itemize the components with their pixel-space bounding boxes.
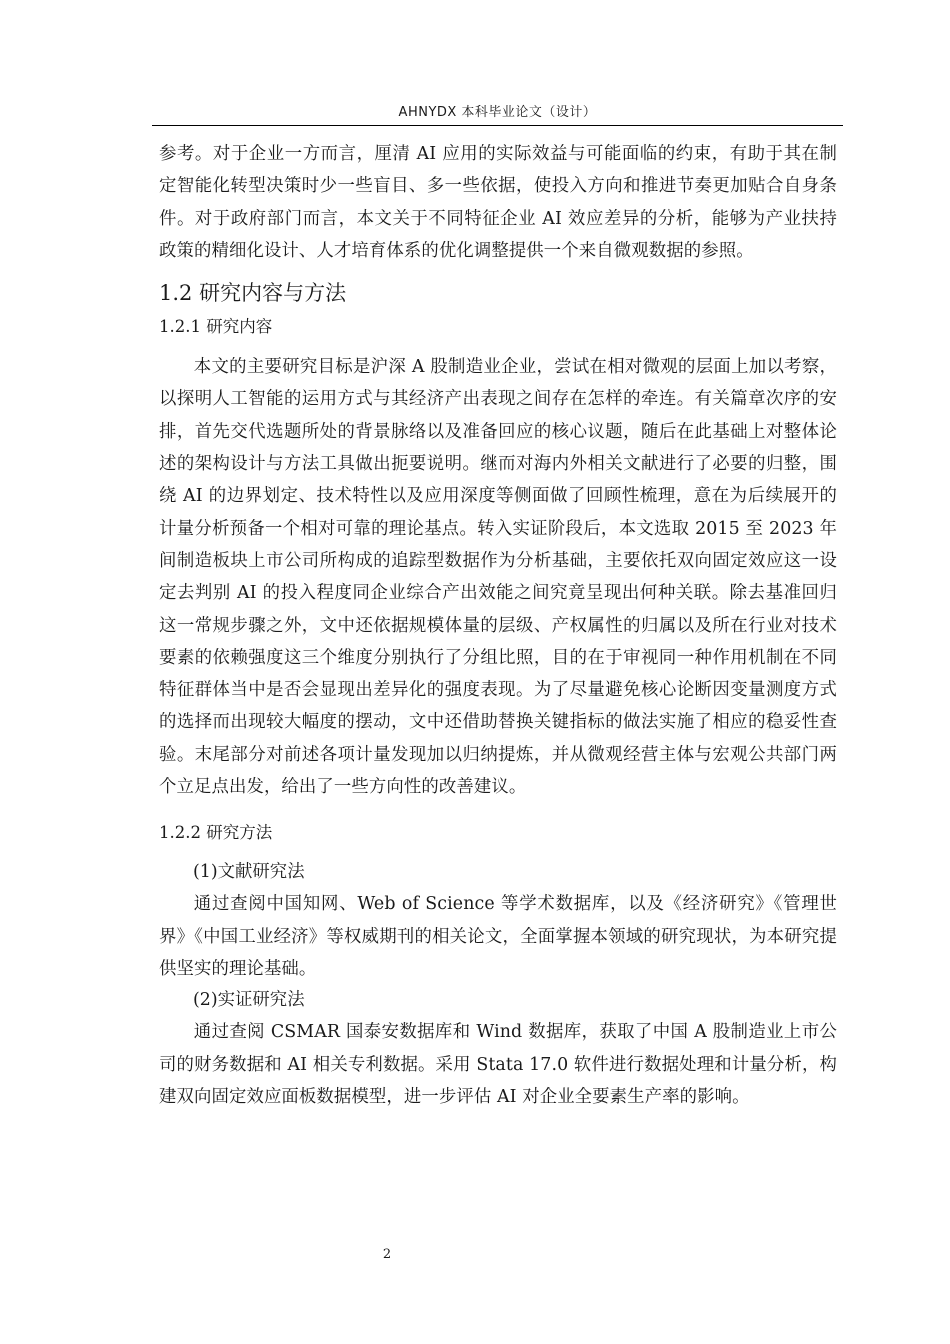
method-paragraph-empirical: 通过查阅 CSMAR 国泰安数据库和 Wind 数据库，获取了中国 A 股制造业上市公司的财务数据和 AI 相关专利数据。采用 Stata 17.0 软件进行数据处理和计量分析，构建双向固定效应面板数据模型，进一步评估 AI 对企业全要素生产率的影响。 (159, 1022, 837, 1107)
method-paragraph-literature: 通过查阅中国知网、Web of Science 等学术数据库，以及《经济研究》《管理世界》《中国工业经济》等权威期刊的相关论文，全面掌握本领域的研究现状，为本研究提供坚实的理论基础。 (159, 894, 837, 979)
method-label-empirical: (2)实证研究法 (193, 990, 305, 1011)
section-heading-1-2: 1.2 研究内容与方法 (159, 281, 347, 306)
page-body (159, 138, 837, 1113)
spacer (159, 343, 837, 351)
header-rule (152, 125, 843, 126)
subsection-heading-1-2-2: 1.2.2 研究方法 (159, 823, 273, 843)
running-header: AHNYDX 本科毕业论文（设计） (398, 105, 597, 120)
method-label-literature: (1)文献研究法 (193, 862, 305, 883)
intro-paragraph: 参考。对于企业一方而言，厘清 AI 应用的实际效益与可能面临的约束，有助于其在制定智能化转型决策时少一些盲目、多一些依据，使投入方向和推进节奏更加贴合自身条件。对于政府部门而言，本文关于不同特征企业 AI 效应差异的分析，能够为产业扶持政策的精细化设计、人才培育体系的优化调整提供一个来自微观数据的参照。 (159, 144, 837, 261)
page-number: 2 (382, 1247, 392, 1262)
spacer (159, 849, 837, 857)
subsection-heading-1-2-1: 1.2.1 研究内容 (159, 317, 273, 337)
research-content-paragraph: 本文的主要研究目标是沪深 A 股制造业企业，尝试在相对微观的层面上加以考察，以探明人工智能的运用方式与其经济产出表现之间存在怎样的牵连。有关篇章次序的安排，首先交代选题所处的背景脉络以及准备回应的核心议题，随后在此基础上对整体论述的架构设计与方法工具做出扼要说明。继而对海内外相关文献进行了必要的归整，围绕 AI 的边界划定、技术特性以及应用深度等侧面做了回顾性梳理，意在为后续展开的计量分析预备一个相对可靠的理论基点。转入实证阶段后，本文选取 2015 至 2023 年间制造板块上市公司所构成的追踪型数据作为分析基础，主要依托双向固定效应这一设定去判别 AI 的投入程度同企业综合产出效能之间究竟呈现出何种关联。除去基准回归这一常规步骤之外，文中还依据规模体量的层级、产权属性的归属以及所在行业对技术要素的依赖强度这三个维度分别执行了分组比照，目的在于审视同一种作用机制在不同特征群体当中是否会显现出差异化的强度表现。为了尽量避免核心论断因变量测度方式的选择而出现较大幅度的摆动，文中还借助替换关键指标的做法实施了相应的稳妥性查验。末尾部分对前述各项计量发现加以归纳提炼，并从微观经营主体与宏观公共部门两个立足点出发，给出了一些方向性的改善建议。 (159, 357, 837, 798)
